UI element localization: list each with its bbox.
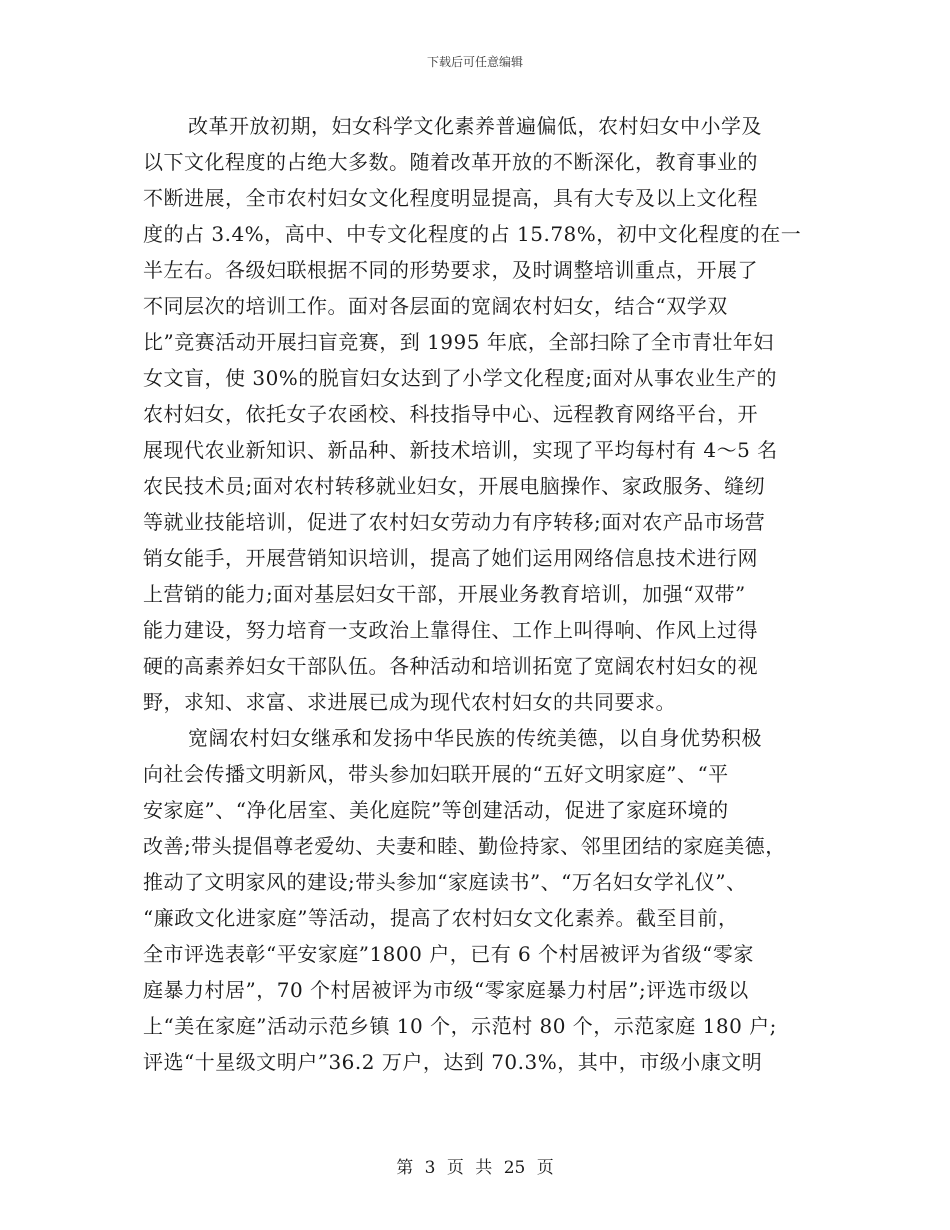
text-line: 不断进展，全市农村妇女文化程度明显提高，具有大专及以上文化程 [143,186,758,210]
text-line: 庭暴力村居”，70 个村居被评为市级“零家庭暴力村居”;评选市级以 [143,978,749,1002]
text-line: 评选“十星级文明户”36.2 万户，达到 70.3%，其中，市级小康文明 [143,1050,763,1074]
text-line: 向社会传播文明新风，带头参加妇联开展的“五好文明家庭”、“平 [143,762,729,786]
text-line: 能力建设，努力培育一支政治上靠得住、工作上叫得响、作风上过得 [143,618,758,642]
text-line: 比”竞赛活动开展扫盲竞赛，到 1995 年底，全部扫除了全市青壮年妇 [143,330,774,354]
text-line: 销女能手，开展营销知识培训，提高了她们运用网络信息技术进行网 [143,546,758,570]
page-header: 下载后可任意编辑 [426,55,523,69]
text-line: 展现代农业新知识、新品种、新技术培训，实现了平均每村有 4～5 名 [143,438,778,462]
text-line: “廉政文化进家庭”等活动，提高了农村妇女文化素养。截至目前， [143,906,739,930]
text-line: 安家庭”、“净化居室、美化庭院”等创建活动，促进了家庭环境的 [143,798,729,822]
text-line: 不同层次的培训工作。面对各层面的宽阔农村妇女，结合“双学双 [143,294,728,318]
text-line: 硬的高素养妇女干部队伍。各种活动和培训拓宽了宽阔农村妇女的视 [143,654,758,678]
text-line: 推动了文明家风的建设;带头参加“家庭读书”、“万名妇女学礼仪”、 [143,870,747,894]
text-line: 农民技术员;面对农村转移就业妇女，开展电脑操作、家政服务、缝纫 [143,474,766,498]
text-line: 改善;带头提倡尊老爱幼、夫妻和睦、勤俭持家、邻里团结的家庭美德， [143,834,786,858]
text-line: 野，求知、求富、求进展已成为现代农村妇女的共同要求。 [143,690,676,714]
text-line: 改革开放初期，妇女科学文化素养普遍偏低，农村妇女中小学及 [188,114,762,138]
text-line: 上“美在家庭”活动示范乡镇 10 个，示范村 80 个，示范家庭 180 户; [143,1014,777,1038]
text-line: 等就业技能培训，促进了农村妇女劳动力有序转移;面对农产品市场营 [143,510,766,534]
text-line: 上营销的能力;面对基层妇女干部，开展业务教育培训，加强“双带” [143,582,746,606]
text-line: 度的占 3.4%，高中、中专文化程度的占 15.78%，初中文化程度的在一 [143,222,802,246]
text-line: 半左右。各级妇联根据不同的形势要求，及时调整培训重点，开展了 [143,258,758,282]
text-line: 宽阔农村妇女继承和发扬中华民族的传统美德，以自身优势积极 [188,726,762,750]
text-line: 女文盲，使 30%的脱盲妇女达到了小学文化程度;面对从事农业生产的 [143,366,778,390]
text-line: 全市评选表彰“平安家庭”1800 户，已有 6 个村居被评为省级“零家 [143,942,754,966]
text-line: 以下文化程度的占绝大多数。随着改革开放的不断深化，教育事业的 [143,150,758,174]
page-footer: 第 3 页 共 25 页 [396,1158,554,1178]
text-line: 农村妇女，依托女子农函校、科技指导中心、远程教育网络平台，开 [143,402,758,426]
